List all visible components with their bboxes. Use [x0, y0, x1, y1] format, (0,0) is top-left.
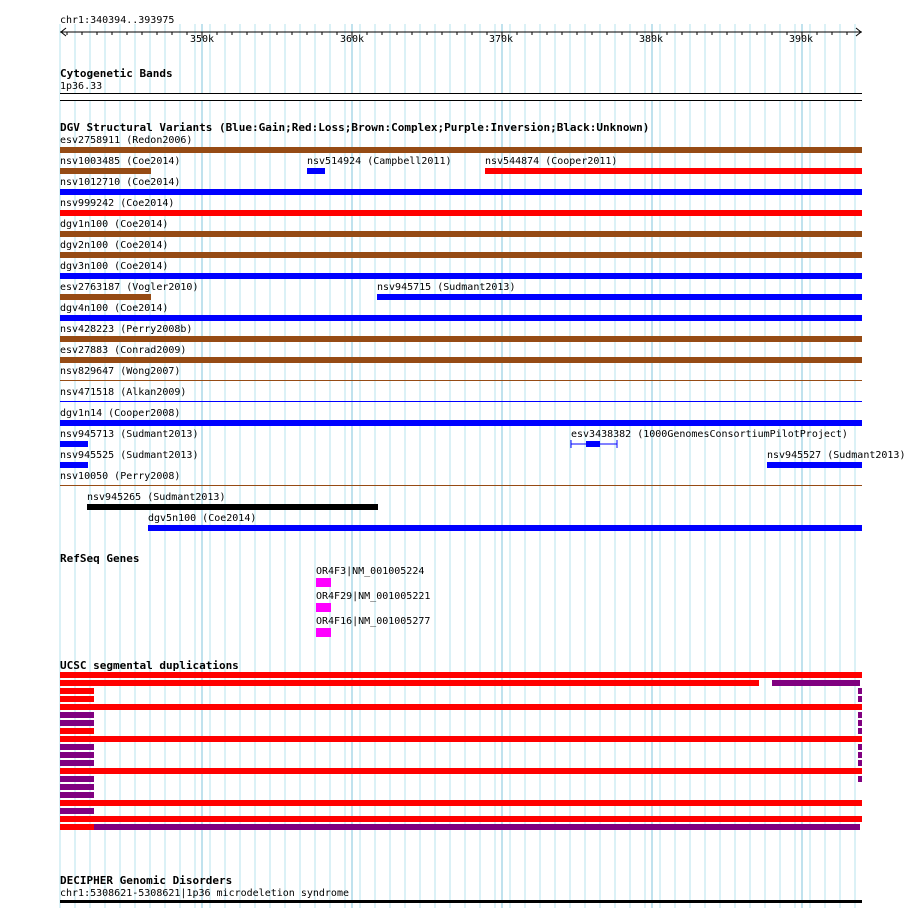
ruler-tick-360k: 360k [340, 34, 365, 45]
sv-feature-loss[interactable] [60, 210, 862, 216]
segdup-feature[interactable] [60, 776, 94, 782]
feature-label: nsv428223 (Perry2008b) [60, 324, 193, 335]
feature-label: nsv945713 (Sudmant2013) [60, 429, 199, 440]
decipher-feature-label: chr1:5308621-5308621|1p36 microdeletion syndrome [60, 888, 349, 899]
gene-label: OR4F16|NM_001005277 [316, 616, 431, 627]
track-title-refseq[interactable]: RefSeq Genes [60, 552, 140, 565]
feature-label: nsv945527 (Sudmant2013) [767, 450, 905, 461]
segdup-feature[interactable] [60, 672, 862, 678]
segdup-feature[interactable] [858, 712, 862, 718]
locus-label: chr1:340394..393975 [60, 15, 175, 26]
feature-label: nsv945715 (Sudmant2013) [377, 282, 516, 293]
segdup-feature[interactable] [60, 760, 94, 766]
segdup-feature[interactable] [60, 696, 94, 702]
feature-label: nsv471518 (Alkan2009) [60, 387, 187, 398]
segdup-feature[interactable] [60, 744, 94, 750]
decipher-feature[interactable] [60, 900, 862, 903]
feature-label: nsv544874 (Cooper2011) [485, 156, 618, 167]
sv-feature-gain[interactable] [60, 462, 88, 468]
sv-feature-complex[interactable] [60, 294, 151, 300]
gene-feature[interactable] [316, 603, 331, 612]
feature-label: dgv2n100 (Coe2014) [60, 240, 169, 251]
gene-label: OR4F3|NM_001005224 [316, 566, 425, 577]
feature-label: esv2758911 (Redon2006) [60, 135, 193, 146]
segdup-feature[interactable] [60, 824, 94, 830]
segdup-feature[interactable] [858, 728, 862, 734]
segdup-feature[interactable] [858, 744, 862, 750]
feature-label: nsv514924 (Campbell2011) [307, 156, 452, 167]
sv-feature-gain-exons[interactable] [570, 439, 620, 449]
feature-label: dgv5n100 (Coe2014) [148, 513, 257, 524]
ruler-tick-350k: 350k [190, 34, 215, 45]
segdup-feature[interactable] [60, 736, 862, 742]
sv-feature-gain[interactable] [60, 189, 862, 195]
feature-label: nsv999242 (Coe2014) [60, 198, 175, 209]
sv-feature-complex[interactable] [60, 336, 862, 342]
gene-label: OR4F29|NM_001005221 [316, 591, 431, 602]
sv-feature-gain[interactable] [60, 315, 862, 321]
feature-label: dgv3n100 (Coe2014) [60, 261, 169, 272]
feature-label: nsv945265 (Sudmant2013) [87, 492, 226, 503]
sv-feature-loss[interactable] [485, 168, 862, 174]
feature-label: nsv945525 (Sudmant2013) [60, 450, 199, 461]
segdup-feature[interactable] [60, 784, 94, 790]
sv-feature-complex[interactable] [60, 168, 151, 174]
track-title-segdup[interactable]: UCSC segmental duplications [60, 659, 239, 672]
segdup-feature[interactable] [858, 760, 862, 766]
feature-label: esv3438382 (1000GenomesConsortiumPilotProject) [571, 429, 848, 440]
sv-feature-gain[interactable] [377, 294, 862, 300]
segdup-feature[interactable] [60, 704, 862, 710]
sv-feature-gain[interactable] [767, 462, 862, 468]
segdup-feature[interactable] [858, 696, 862, 702]
ruler[interactable] [0, 24, 890, 46]
cytoband-feature[interactable] [60, 93, 862, 101]
sv-feature-gain[interactable] [60, 273, 862, 279]
gene-feature[interactable] [316, 578, 331, 587]
segdup-feature[interactable] [60, 808, 94, 814]
segdup-feature[interactable] [60, 680, 759, 686]
segdup-feature[interactable] [60, 768, 862, 774]
feature-label: nsv1003485 (Coe2014) [60, 156, 181, 167]
segdup-feature[interactable] [94, 824, 860, 830]
sv-feature-gain[interactable] [60, 441, 88, 447]
feature-label: nsv10050 (Perry2008) [60, 471, 181, 482]
gene-feature[interactable] [316, 628, 331, 637]
track-title-dgv[interactable]: DGV Structural Variants (Blue:Gain;Red:Loss;Brown:Complex;Purple:Inversion;Black:Unknown) [60, 121, 650, 134]
segdup-feature[interactable] [772, 680, 860, 686]
sv-feature-complex[interactable] [60, 231, 862, 237]
sv-feature-gain[interactable] [307, 168, 325, 174]
cytoband-label: 1p36.33 [60, 81, 103, 92]
feature-label: esv27883 (Conrad2009) [60, 345, 187, 356]
segdup-feature[interactable] [858, 720, 862, 726]
segdup-feature[interactable] [60, 792, 94, 798]
segdup-feature[interactable] [60, 712, 94, 718]
segdup-feature[interactable] [60, 728, 94, 734]
segdup-feature[interactable] [60, 800, 862, 806]
sv-feature-complex-thin[interactable] [60, 380, 862, 381]
feature-label: dgv4n100 (Coe2014) [60, 303, 169, 314]
feature-label: esv2763187 (Vogler2010) [60, 282, 199, 293]
segdup-feature[interactable] [60, 688, 94, 694]
sv-feature-gain[interactable] [148, 525, 862, 531]
sv-feature-gain-thin[interactable] [60, 401, 862, 402]
segdup-feature[interactable] [60, 720, 94, 726]
feature-label: nsv1012710 (Coe2014) [60, 177, 181, 188]
sv-feature-complex[interactable] [60, 357, 862, 363]
segdup-feature[interactable] [60, 752, 94, 758]
segdup-feature[interactable] [858, 688, 862, 694]
sv-feature-gain[interactable] [60, 420, 862, 426]
feature-label: dgv1n14 (Cooper2008) [60, 408, 181, 419]
ruler-tick-390k: 390k [789, 34, 814, 45]
sv-feature-complex[interactable] [60, 252, 862, 258]
segdup-feature[interactable] [60, 816, 862, 822]
segdup-feature[interactable] [858, 752, 862, 758]
sv-feature-complex[interactable] [60, 147, 862, 153]
feature-label: dgv1n100 (Coe2014) [60, 219, 169, 230]
track-title-cytoband[interactable]: Cytogenetic Bands [60, 67, 173, 80]
ruler-tick-370k: 370k [489, 34, 514, 45]
segdup-feature[interactable] [858, 776, 862, 782]
sv-feature-unknown[interactable] [87, 504, 378, 510]
ruler-tick-380k: 380k [639, 34, 664, 45]
feature-label: nsv829647 (Wong2007) [60, 366, 181, 377]
track-title-decipher[interactable]: DECIPHER Genomic Disorders [60, 874, 233, 887]
sv-feature-complex-thin[interactable] [60, 485, 862, 486]
segdup-features[interactable] [0, 668, 890, 843]
